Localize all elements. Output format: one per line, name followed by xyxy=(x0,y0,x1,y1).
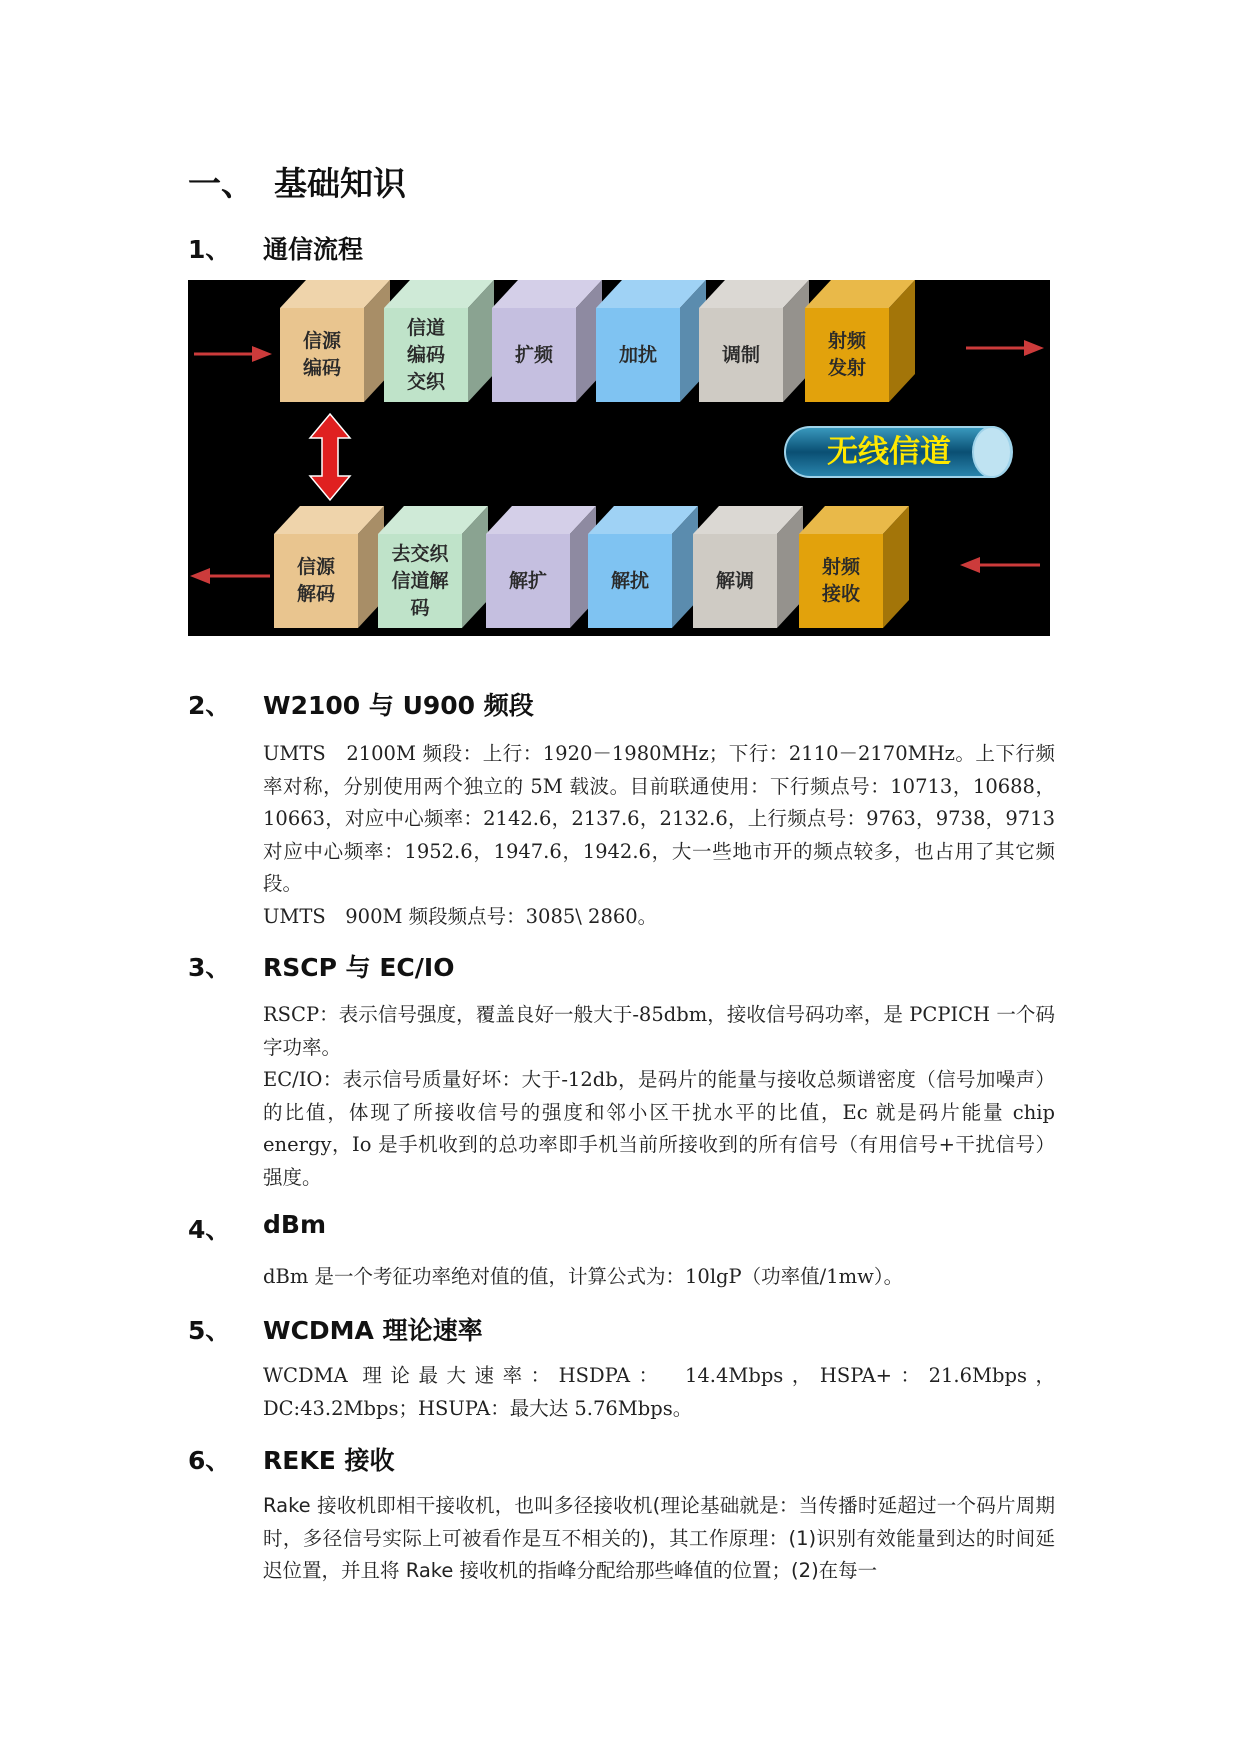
main-heading-text: 基础知识 xyxy=(274,164,406,203)
tx-block-1 xyxy=(280,280,390,402)
channel-label: 无线信道 xyxy=(827,434,951,470)
tx-block-5 xyxy=(699,280,809,402)
main-heading xyxy=(188,158,406,205)
section-number: 6、 xyxy=(188,1446,231,1475)
section-3-body xyxy=(263,999,1055,1194)
input-arrow xyxy=(192,344,274,364)
communication-flow-diagram xyxy=(188,280,1050,636)
block-label: 解调 xyxy=(715,569,754,592)
section-number: 3、 xyxy=(188,953,231,982)
receive-input-arrow xyxy=(958,555,1042,575)
paragraph: dBm 是一个考征功率绝对值的值，计算公式为：10lgP（功率值/1mw）。 xyxy=(263,1265,904,1288)
decode-output-arrow xyxy=(188,566,272,586)
section-6-body xyxy=(263,1490,1055,1588)
section-number: 5、 xyxy=(188,1316,231,1345)
output-arrow xyxy=(964,338,1046,358)
rx-block-5 xyxy=(693,506,803,628)
tx-block-6 xyxy=(805,280,915,402)
block-label: 解扩 xyxy=(508,569,547,592)
block-label: 加扰 xyxy=(618,343,657,366)
block-label: 射频 发射 xyxy=(827,330,866,379)
section-title: REKE 接收 xyxy=(263,1446,395,1475)
section-title: WCDMA 理论速率 xyxy=(263,1316,483,1345)
block-label: 信道 编码 交织 xyxy=(406,316,445,393)
section-title: dBm xyxy=(263,1210,327,1239)
block-label: 去交织 信道解 码 xyxy=(391,542,449,619)
rx-block-4 xyxy=(588,506,698,628)
paragraph: RSCP：表示信号强度，覆盖良好一般大于-85dbm，接收信号码功率，是 PCPICH 一个码字功率。 xyxy=(263,1003,1055,1059)
section-2-body xyxy=(263,738,1055,933)
rx-block-6 xyxy=(799,506,909,628)
section-number: 1、 xyxy=(188,235,231,264)
tx-block-2 xyxy=(384,280,494,402)
block-label: 信源 编码 xyxy=(302,330,341,379)
section-title: RSCP 与 EC/IO xyxy=(263,953,455,982)
section-5-body xyxy=(263,1360,1055,1425)
section-title: 通信流程 xyxy=(263,235,364,264)
block-label: 扩频 xyxy=(514,343,553,366)
tx-block-3 xyxy=(492,280,602,402)
paragraph: UMTS 2100M 频段：上行：1920－1980MHz；下行：2110－2170MHz。上下行频率对称，分别使用两个独立的 5M 载波。目前联通使用：下行频点号：10713，10688，10663，对应中心频率：2142.6，2137.6，2132.6，上行频点号：9763，9738，9713 对应中心频率：1952.6，1947.6，1942.6，大一些地市开的频点较多，也占用了其它频段。 xyxy=(263,742,1055,895)
block-label: 调制 xyxy=(721,343,760,366)
main-heading-number: 一、 xyxy=(188,164,254,203)
block-label: 解扰 xyxy=(610,569,649,592)
paragraph: UMTS 900M 频段频点号：3085\ 2860。 xyxy=(263,904,658,928)
rx-block-2 xyxy=(378,506,488,628)
section-number: 2、 xyxy=(188,691,231,720)
paragraph: Rake 接收机即相干接收机，也叫多径接收机(理论基础就是：当传播时延超过一个码片周期时，多径信号实际上可被看作是互不相关的)，其工作原理：(1)识别有效能量到达的时间延迟位置，并且将 Rake 接收机的指峰分配给那些峰值的位置；(2)在每一 xyxy=(263,1494,1055,1582)
block-label: 信源 解码 xyxy=(296,556,335,605)
wireless-channel xyxy=(784,426,1020,478)
section-4-body xyxy=(263,1261,1055,1294)
paragraph: WCDMA 理论最大速率：HSDPA： 14.4Mbps，HSPA+：21.6Mbps，DC:43.2Mbps；HSUPA：最大达 5.76Mbps。 xyxy=(263,1364,1055,1420)
section-title: W2100 与 U900 频段 xyxy=(263,691,534,720)
double-arrow xyxy=(306,412,354,502)
tx-block-4 xyxy=(596,280,706,402)
rx-block-1 xyxy=(274,506,384,628)
rx-block-3 xyxy=(486,506,596,628)
block-label: 射频 接收 xyxy=(821,556,860,605)
section-number: 4、 xyxy=(188,1215,231,1244)
paragraph: EC/IO：表示信号质量好坏：大于-12db，是码片的能量与接收总频谱密度（信号加噪声）的比值，体现了所接收信号的强度和邻小区干扰水平的比值，Ec 就是码片能量 chip energy，Io 是手机收到的总功率即手机当前所接收到的所有信号（有用信号+干扰信号）强度。 xyxy=(263,1068,1055,1189)
